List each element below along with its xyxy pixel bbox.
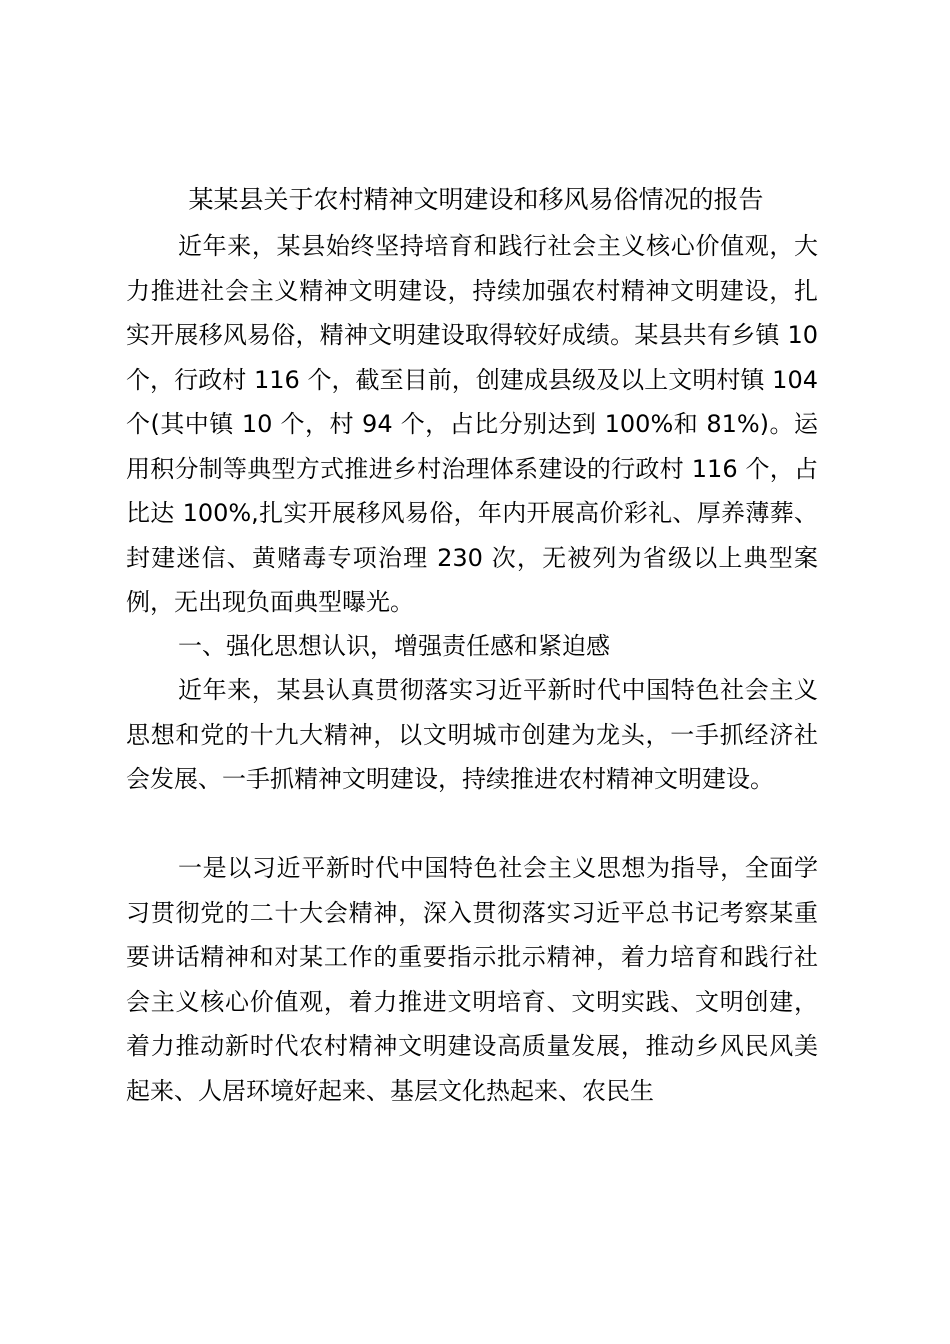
section-paragraph-2: 一是以习近平新时代中国特色社会主义思想为指导，全面学习贯彻党的二十大会精神，深入贯彻落实习近平总书记考察某重要讲话精神和对某工作的重要指示批示精神，着力培育和践行社会主义核心价值观，着力推进文明培育、文明实践、文明创建，着力推动新时代农村精神文明建设高质量发展，推动乡风民风美起来、人居环境好起来、基层文化热起来、农民生	[126, 854, 818, 1105]
intro-paragraph: 近年来，某县始终坚持培育和践行社会主义核心价值观，大力推进社会主义精神文明建设，持续加强农村精神文明建设，扎实开展移风易俗，精神文明建设取得较好成绩。某县共有乡镇 10 个，行政村 116 个，截至目前，创建成县级及以上文明村镇 104 个(其中镇 10 个，村 94 个，占比分别达到 100%和 81%)。运用积分制等典型方式推进乡村治理体系建设的行政村 116 个，占比达 100%,扎实开展移风易俗，年内开展高价彩礼、厚养薄葬、封建迷信、黄赌毒专项治理 230 次，无被列为省级以上典型案例，无出现负面典型曝光。	[126, 232, 818, 616]
section-paragraph-1: 近年来，某县认真贯彻落实习近平新时代中国特色社会主义思想和党的十九大精神，以文明城市创建为龙头，一手抓经济社会发展、一手抓精神文明建设，持续推进农村精神文明建设。	[126, 676, 818, 793]
section-heading: 一、强化思想认识，增强责任感和紧迫感	[178, 632, 610, 660]
document-title: 某某县关于农村精神文明建设和移风易俗情况的报告	[188, 185, 764, 214]
